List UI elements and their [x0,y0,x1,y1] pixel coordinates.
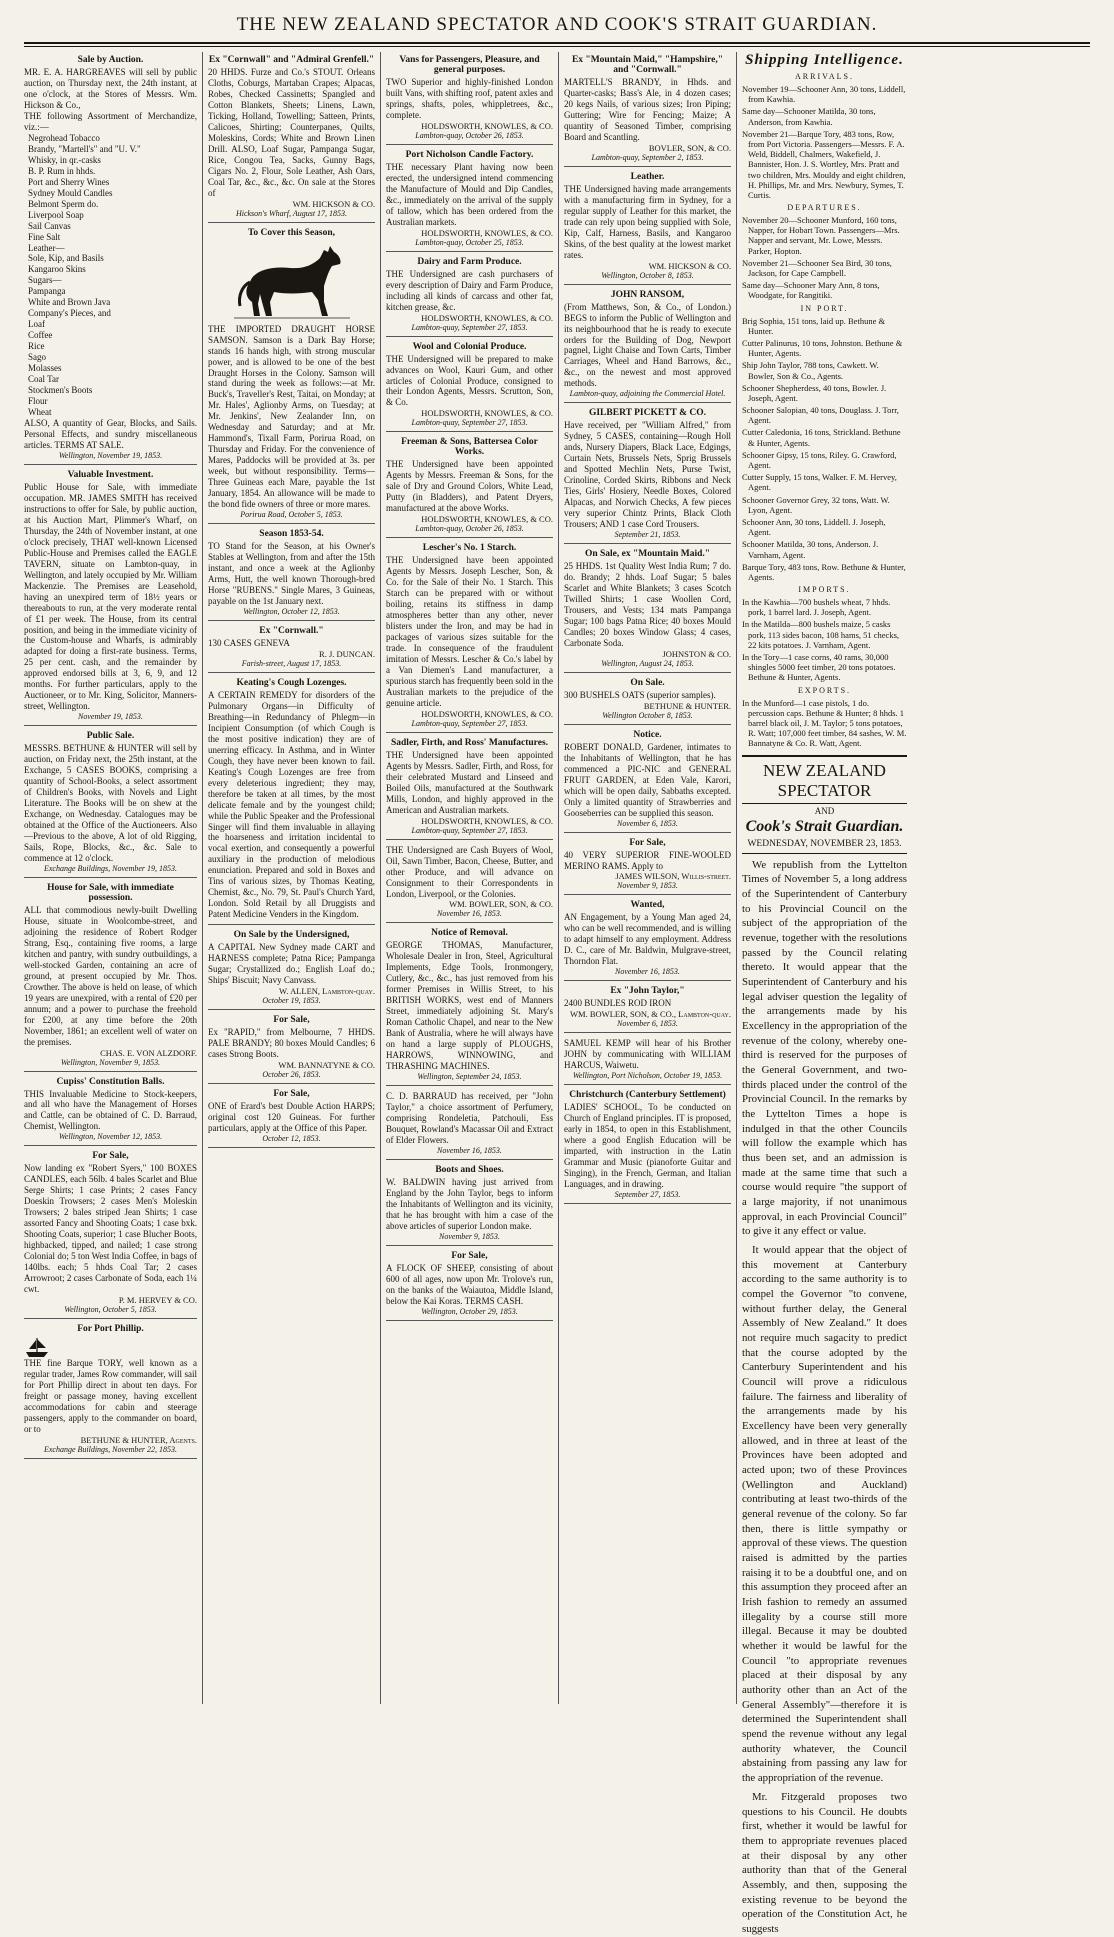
ad-title: Freeman & Sons, Battersea Color Works. [401,437,538,458]
ad-body: ROBERT DONALD, Gardener, intimates to the Inhabitants of Wellington, that he has commenced a PIC-NIC and GENERAL FRUIT GARDEN, at Eden Vale, Karori, which will be open daily, Sabbaths excepted. Only a limited quantity of Strawberries and Gooseberries can be supplied this season. [564,741,731,818]
editorial [742,858,907,1937]
ad-signature: HOLDSWORTH, KNOWLES, & CO. [421,120,553,131]
ad-body: THE Undersigned will be prepared to make advances on Wool, Kauri Gum, and other articles of Colonial Produce, consigned to their London Agents, Messrs. Scrutton, Son, & Co. [386,353,553,408]
arrivals-list [742,84,907,200]
advertisement [564,675,731,725]
ad-title: For Sale, [451,1250,488,1261]
ad-lead: THE following Assortment of Merchandize, viz.:— [24,110,197,132]
shipping-entry: November 21—Barque Tory, 483 tons, Row, from Port Victoria. Passengers—Messrs. F. A. Weld, Biddell, Chalmers, Wakefield, J. Bannister, Hon. J. S. Wortley, Mrs. Pratt and two children, Mrs. Mouldy and eight children, H. Phillips, Mr. and Mrs. Newbury, Symes, T. Curtis. [742,128,906,200]
ad-signature: BETHUNE & HUNTER, Agents. [80,1434,197,1445]
horse-illustration [232,242,352,320]
ad-body: Ex "RAPID," from Melbourne, 7 HHDS. PALE BRANDY; 80 boxes Mould Candles; 6 cases Strong Boots. [208,1027,375,1060]
list-item: Stockmen's Boots [28,385,93,396]
ad-signature: P. M. HERVEY & CO. [118,1295,197,1305]
advertisement [386,540,553,733]
advertisement [386,1162,553,1246]
ad-signature: BETHUNE & HUNTER. [643,700,731,711]
ad-date: Lambton-quay, October 26, 1853. [415,524,524,534]
list-item: Kangaroo Skins [28,264,86,275]
shipping-entry: Same day—Schooner Mary Ann, 8 tons, Woodgate, for Rangitiki. [742,280,880,301]
ad-date: October 12, 1853. [262,1133,321,1143]
list-item: Pampanga [28,286,66,297]
ad-title: Ex "Mountain Maid," "Hampshire," and "Cornwall." [571,55,724,75]
ad-title: GILBERT PICKETT & CO. [588,408,707,419]
ad-signature: WM. HICKSON & CO. [292,198,375,209]
list-item: Loaf [28,319,45,330]
list-item: Molasses [28,363,62,374]
paper-subtitle: Cook's Strait Guardian. [745,817,904,835]
ad-body: A CAPITAL New Sydney made CART and HARNESS complete; Patna Rice; Pampanga Sugar; Crystallized do.; English Loaf do.; Ships' Biscuit; Navy Canvass. [208,942,375,986]
ad-body: THIS Invaluable Medicine to Stock-keepers, and all who have the Management of Horses and Cattle, can be obtained of C. D. Barraud, Chemist, Wellington. [24,1088,197,1132]
advertisement [24,1148,197,1319]
ad-body: THE Undersigned have been appointed Agents by Messrs. Joseph Lescher, Son, & Co. for the Sale of their No. 1 Starch. This Starch can be prepared with or without boiling, retains its stiffness in damp atmospheres better than any other, never blisters under the Iron, and may be had in packages of various sizes suitable for the trade. In consequence of the fraudulent imitation of Messrs. Lescher & Co.'s label by a Van Diemen's Land manufacturer, a spurious starch has frequently been sold in the Australian markets to the prejudice of the genuine article. [386,555,553,708]
ship-icon [24,1336,50,1358]
ad-body: THE Undersigned have been appointed Agents by Messrs. Freeman & Sons, for the sale of Dry and Ground Colors, White Lead, Putty (in Bladders), and Patent Dryers, manufactured at the above Works. [386,459,553,514]
list-item: Negrohead Tobacco [28,132,100,143]
advertisement [208,1086,375,1148]
ad-title: To Cover this Season, [247,227,336,238]
ad-body: SAMUEL KEMP will hear of his Brother JOHN by communicating with WILLIAM HARCUS, Waiwetu. [564,1038,731,1071]
ad-title: Christchurch (Canterbury Settlement) [569,1090,726,1101]
ad-date: Wellington, November 12, 1853. [58,1132,163,1142]
column-4 [558,52,736,1704]
list-item: Sail Canvas [28,220,71,231]
list-item: Coal Tar [28,374,59,385]
advertisement [208,225,375,524]
exports-list [742,698,907,749]
ad-body: AN Engagement, by a Young Man aged 24, who can be well recommended, and is willing to adapt himself to any employment. Address D. C., care of Mr. Baldwin, Mulgrave-street, Thorndon Flat. [564,912,731,967]
ad-signature: WM. BOWLER, SON, & CO. [449,899,553,910]
ad-title: Lescher's No. 1 Starch. [422,543,517,554]
advertisement [24,1321,197,1459]
advertisement [386,1248,553,1321]
advertisement [386,925,553,1086]
ad-date: Wellington, October 12, 1853. [243,606,340,616]
list-item: Leather— [28,242,65,253]
list-item: Company's Pieces, and [28,308,111,319]
list-item: Wheat [28,407,52,418]
advertisement [564,52,731,167]
ad-date: Farish-street, August 17, 1853. [241,658,342,668]
advertisement [208,526,375,621]
list-item: Sago [28,352,46,363]
ad-body: (From Matthews, Son, & Co., of London.) BEGS to inform the Public of Wellington and its neighbourhood that he is ready to execute orders for the Building of Dog, Newport pagnel, Light Chaise and Town Carts, Timber Carriages, Wheel and Hand Barrows, &c., &c., on the newest and most approved methods. [564,301,731,389]
ad-signature: HOLDSWORTH, KNOWLES, & CO. [421,227,553,238]
paper-date: WEDNESDAY, NOVEMBER 23, 1853. [742,836,907,854]
ad-body: C. D. BARRAUD has received, per "John Taylor," a choice assortment of Perfumery, comprising Rondeletia, Patchouli, Ess Bouquet, Rowland's Macassar Oil and Extract of Elder Flowers. [386,1091,553,1145]
ad-date: Lambton-quay, September 27, 1853. [411,825,528,835]
shipping-entry: Cutter Palinurus, 10 tons, Johnston. Bethune & Hunter, Agents. [742,337,903,359]
shipping-entry: Cutter Supply, 15 tons, Walker. F. M. Hervey, Agent. [742,472,897,493]
advertisement [24,467,197,726]
ad-date: Wellington October 8, 1853. [602,710,693,720]
ad-body: Public House for Sale, with immediate occupation. MR. JAMES SMITH has received instructions to offer for Sale, by public auction, at his Auction Mart, Plimmer's Wharf, on Thursday, the 24th of November instant, at one o'clock precisely, THAT well-known Licensed Public-House and Premises called the EAGLE TAVERN, situate on Lambton-quay, in Wellington, and lately occupied by Mr. William Mackenzie. The Premises are Leasehold, having an unexpired term of 18½ years or thereabouts to run, at the very moderate rental of £1 per week. The House, from its central position, and being in the immediate vicinity of the Custom-house and Wharfs, is admirably adapted for doing a first-rate business. Terms, 25 per cent. cash, and the remainder by approved endorsed bills at 3, 6, 9, and 12 months. For further particulars, apply to the Auctioneer, or to Mr. King, Solicitor, Manners-street, Wellington. [24,481,197,712]
item-list [24,133,197,418]
ad-body: ALL that commodious newly-built Dwelling House, situate in Woolcombe-street, and adjoining the residence of Robert Rodger Strang, Esq., containing five rooms, a large kitchen and pantry, with sundry outbuildings, a well-stocked Garden, containing an acre of ground, at present occupied by Mr. Thos. Crowther. The above is held on lease, of which 19 years are unexpired, with a rental of £20 per annum; and a power to purchase the freehold for £200, at any time before the 20th November, 1861; an excellent well of water on the premises. [24,904,197,1047]
ad-date: Wellington, November 9, 1853. [60,1057,161,1067]
ad-title: Vans for Passengers, Pleasure, and general purposes. [399,55,540,75]
paper-title: NEW ZEALAND SPECTATOR [742,755,907,804]
ad-body: TO Stand for the Season, at his Owner's Stables at Wellington, from and after the 15th instant, and once a week at the Aglionby Arms, Hutt, the well known Thorough-bred Horse "RUBENS." Single Mares, 3 Guineas, payable on the 1st January next. [208,541,375,606]
ad-title: For Sale, [273,1089,310,1099]
ad-body: 40 VERY SUPERIOR FINE-WOOLED MERINO RAMS. Apply to [564,849,731,871]
ad-date: November 19, 1853. [78,712,143,722]
ad-title: Ex "Cornwall" and "Admiral Grenfell." [208,55,375,65]
column-1 [24,52,202,1704]
ad-signature: WM. BANNATYNE & CO. [278,1060,375,1070]
advertisement [208,927,375,1010]
shipping-entry: Barque Tory, 483 tons, Row. Bethune & Hunter, Agents. [742,561,906,582]
editorial-paragraph: It would appear that the object of this movement at Canterbury according to the same authority is to compel the Governor "to convene, without further delay, the General Assembly of New Zealand." It does not require much sagacity to predict that the course adopted by the Canterbury Superintendent and his Council will prove a ridiculous failure. The fairness and liberality of the arrangements made by his Excellency have been very generally allowed, and in three at least of the Provinces have been adopted and acted upon; two of these Provinces (Wellington and Auckland) contributing at least two-thirds of the general revenue of the colony. So far then, there is little sympathy or approval of these views. The question raised is admitted by the parties raising it to be a doubtful one, and on this assumption they proceed after an Irish fashion to remedy an assumed illegality by a course still more illegal. Because it may be doubted whether it would be lawful for the Council "to appropriate revenues placed at their disposal by any authority other than an Act of the General Assembly"—therefore it is determined the Superintendent shall spend the revenue without any legal authority whatever, the Council abstaining from passing any law for the appropriation of the revenue. [742,1243,907,1785]
list-item: Liverpool Soap [28,209,84,220]
advertisement [564,169,731,285]
ad-body: Have received, per "William Alfred," from Sydney, 5 CASES, containing—Rough Holl ands, Nursery Diapers, Black Lace, Edgings, Curtain Nets, Brussels Nets, Sprig Brussels and Spotted Mechlin Nets, Purse Twist, Crinoline, Corded Skirts, Ribbons and Neck Ties, Girls' Hosiery, Needle Boxes, Colored Alpacas, and Norwich Checks, A few pieces very superior Chintz Prints, Black Cloth Trousers; AND 1 case Cord Trousers. [564,420,731,530]
ad-date: November 16, 1853. [437,909,502,919]
ad-title: Ex "John Taylor," [610,986,685,997]
advertisement [24,52,197,465]
ad-title: Cupiss' Constitution Balls. [56,1076,165,1087]
ad-signature: W. ALLEN, Lambton-quay. [279,986,375,997]
ad-body: 2400 BUNDLES ROD IRON [564,998,672,1009]
ad-date: November 6, 1853. [617,818,678,828]
ad-body: A FLOCK OF SHEEP, consisting of about 600 of all ages, now upon Mr. Trolove's run, on the banks of the Waiautoa, Middle Island, below the Kai Koras. TERMS CASH. [386,1262,553,1306]
ad-signature: JOHNSTON & CO. [662,648,731,659]
ad-signature: HOLDSWORTH, KNOWLES, & CO. [421,815,553,826]
ad-body: THE Undersigned have been appointed Agents by Messrs. Sadler, Firth, and Ross, for their celebrated Mustard and Linseed and Boiled Oils, manufactured at the Southwark Mills, London, and highly approved in the American and Australian markets. [386,749,553,815]
ad-title: Wanted, [630,900,665,911]
arrivals-label: ARRIVALS. [795,72,854,81]
advertisement [24,1074,197,1147]
shipping-entry: Schooner Ann, 30 tons, Liddell. J. Joseph, Agent. [742,516,886,538]
shipping-entry: In the Matilda—800 bushels maize, 5 casks pork, 113 sides bacon, 108 hams, 51 checks, 22 kits potatoes. J. Varnham, Agent. [742,619,900,650]
shipping-entry: In the Kawhia—700 bushels wheat, 7 hhds. pork, 1 barrel lard. J. Joseph, Agent. [742,597,891,618]
ad-date: Wellington, August 24, 1853. [601,658,694,668]
ad-signature: HOLDSWORTH, KNOWLES, & CO. [421,514,553,525]
list-item: Brandy, "Martell's" and "U. V." [28,143,141,154]
inport-list [742,316,907,583]
ad-date: Wellington, Port Nicholson, October 19, 1853. [572,1071,723,1081]
advertisement [564,546,731,673]
ad-body: 300 BUSHELS OATS (superior samples). [564,689,716,700]
ad-signature: HOLDSWORTH, KNOWLES, & CO. [421,708,553,719]
ad-body: 20 HHDS. Furze and Co.'s STOUT. Orleans Cloths, Coburgs, Martaban Crapes; Alpacas, Robes, Checked Cassinetts; Spangled and Cotton Blankets, Sheets; Linens, Lawn, Ticking, Holland, Towelling; Satteen, Prints, Calicoes, Shirting; Counterpanes, Quilts, Moleskins, Cords; White and Brown Linen Drill. ALSO, Loaf Sugar, Pampanga Sugar, Rice, Congou Tea, Sacks, Gunny Bags, Cigars No. 2, Flour, Sole Leather, Ash Oars, Coal Tar, &c., &c., &c. On sale at the Stores of [208,67,375,198]
list-item: Belmont Sperm do. [28,198,99,209]
shipping-entry: November 21—Schooner Sea Bird, 30 tons, Jackson, for Cape Campbell. [742,257,892,278]
shipping-entry: November 19—Schooner Ann, 30 tons, Liddell, from Kawhia. [742,84,906,105]
shipping-entry: Ship John Taylor, 788 tons, Cawkett. W. Bowler, Son & Co., Agents. [742,360,879,381]
paper-and: AND [814,805,835,816]
advertisement [386,434,553,538]
ad-body: THE Undersigned having made arrangements with a manufacturing firm in Sydney, for a regular supply of Leather for this market, the trade can rely upon being supplied with Sole, Kip, Calf, Harness, Basils, and Kangaroo Skins, of the best quality at the lowest market rates. [564,183,731,260]
shipping-entry: Schooner Matilda, 30 tons, Anderson. J. Varnham, Agent. [742,539,879,560]
ad-date: November 9, 1853. [617,881,678,891]
masthead: THE NEW ZEALAND SPECTATOR AND COOK'S STRAIT GUARDIAN. [236,14,878,35]
ad-date: November 16, 1853. [615,967,680,977]
list-item: Sydney Mould Candles [28,187,113,198]
ad-title: Valuable Investment. [67,469,154,480]
shipping-entry: Same day—Schooner Matilda, 30 tons, Anderson, from Kawhia. [742,106,876,127]
ad-body: Now landing ex "Robert Syers," 100 BOXES CANDLES, each 56lb. 4 bales Scarlet and Blue Serge Shirts; 1 case Prints; 2 cases Fancy Doeskin Trowsers; 2 cases Men's Moleskin Trowsers; 2 bales striped Jean Shirts; 1 case assorted Fancy and Shooting Coats; 1 case bxk. Shooting Coats, superior; 1 case Blucher Boots, highbacked, tipped, and nailed; 1 case strong Colonial do; 5 ton West India Coffee, in bags of 140lbs. each; 5 hhds Coal Tar; 2 cases Arrowroot; 2 cases Carbonate of Soda, each 1¼ cwt. [24,1163,197,1295]
advertisement [564,835,731,896]
list-item: B. P. Rum in hhds. [28,165,96,176]
imports-label: IMPORTS. [798,585,851,595]
ad-date: November 16, 1853. [437,1145,502,1155]
advertisement [386,339,553,433]
ad-body: THE necessary Plant having now been erected, the undersigned intend commencing the Manufacture of Mould and Dip Candles, &c., immediately on the arrival of the supply of tallow, which has been ordered from the Australian markets. [386,161,553,227]
ad-signature: WM. BOWLER, SON, & CO., Lambton-quay. [570,1009,731,1020]
list-item: Port and Sherry Wines [28,176,110,187]
masthead-rule [24,42,1090,44]
advertisement [208,1012,375,1084]
ad-body: MR. E. A. HARGREAVES will sell by public auction, on Thursday next, the 24th instant, at one o'clock, at the Stores of Messrs. Wm. Hickson & Co., [24,67,197,110]
departures-list [742,215,907,301]
ad-date: Lambton-quay, September 2, 1853. [591,152,704,162]
shipping-entry: Cutter Caledonia, 16 tons, Strickland. Bethune & Hunter, Agents. [742,427,901,448]
ad-title: Sadler, Firth, and Ross' Manufactures. [390,737,549,748]
column-5 [736,52,912,1935]
departures-label: DEPARTURES. [787,203,862,213]
ad-title: On Sale, ex "Mountain Maid." [584,549,711,560]
ad-tail: ALSO, A quantity of Gear, Blocks, and Sails. Personal Effects, and sundry miscellaneous articles. TERMS AT SALE. [24,418,197,450]
ad-title: Wool and Colonial Produce. [412,341,527,352]
ad-body: 130 CASES GENEVA [208,637,290,648]
ad-title: Notice of Removal. [431,928,508,939]
advertisement [564,983,731,1033]
ad-body: THE IMPORTED DRAUGHT HORSE SAMSON. Samson is a Dark Bay Horse; stands 16 hands high, with strong muscular power, and is allowed to be one of the best Draught Horses in the Colony. Samson will stand during the week as follows:—at Mr. Buck's, Traveller's Rest, Taitai, on Monday; at Mr. Hales', Aglionby Arms, on Tuesday; at Mr. Jenkins', New Zealander Inn, on Wednesday and Saturday; and at Mr. Hammond's, Tixall Farm, Porirua Road, on Thursday and Friday. For the convenience of Mares, Paddocks will be provided at 3s. per week, but without responsibility. Terms—Three Guineas each Mare, payable the 1st January, 1854. An allowance will be made to the bond fide owners of three or more mares. [208,323,375,510]
ad-signature: HOLDSWORTH, KNOWLES, & CO. [421,312,553,323]
ad-signature: CHAS. E. VON ALZDORF. [100,1047,197,1058]
ad-title: Season 1853-54. [259,529,324,540]
columns [24,52,1090,1935]
ad-title: Leather. [630,171,665,182]
ad-date: Lambton-quay, October 26, 1853. [415,130,524,140]
advertisement [386,147,553,252]
ad-signature: BOVLER, SON, & CO. [648,142,731,153]
advertisement [386,254,553,337]
list-item: Flour [28,396,48,407]
shipping-entry: Brig Sophia, 151 tons, laid up. Bethune & Hunter. [742,315,886,336]
ad-date: October 19, 1853. [262,996,321,1006]
ad-body: LADIES' SCHOOL, To be conducted on Church of England principles. IT is proposed, early in 1854, to open in this Establishment, where a good English Education will be imparted, with instruction in the Latin Grammar and Music (pianoforte Guitar and Singing), in the French, German, and Italian Languages, and in drawing. [564,1102,731,1189]
advertisement [386,842,553,924]
advertisement [386,52,553,145]
advertisement [208,623,375,673]
column-2 [202,52,380,1704]
shipping-heading: Shipping Intelligence. [745,52,904,68]
ad-body: TWO Superior and highly-finished London built Vans, with shifting roof, patent axles and springs, shafts, poles, whippletrees, &c., complete. [386,77,553,120]
shipping-entry: November 20—Schooner Munford, 160 tons, Napper, for Hobart Town. Passengers—Mrs. Napper and servant, Mr. Lowe, Messrs. Parker, Hopton. [742,215,900,256]
ad-title: Ex "Cornwall." [259,625,324,636]
ad-date: September 21, 1853. [614,530,681,540]
shipping-entry: Schooner Gipsy, 15 tons, Riley. G. Crawford, Agent. [742,449,897,470]
list-item: White and Brown Java [28,297,111,308]
ad-title: Sale by Auction. [77,55,144,65]
ad-date: November 6, 1853. [617,1019,678,1029]
ad-signature: HOLDSWORTH, KNOWLES, & CO. [421,408,553,419]
editorial-paragraph: We republish from the Lyttelton Times of November 5, a long address of the Superintendent of Canterbury to his Provincial Council on the subject of the appropriation of the revenue, together with the resolutions passed by the Council relating thereto. It would appear that the Superintendent of Canterbury and his legal adviser question the legality of the arrangements made by his Excellency in the appropriation of the revenue of the colony, whereby one-third is reserved for the purposes of the General Government, and two-thirds placed under the control of the Provincial Council. In the remarks by the Lyttelton Times a hope is indulged in that the other Councils will follow the example which has thus been set, and an admission is made at the same time that such a course would require "the support of a large majority, if not unanimous approval, in each Provincial Council" to give it any effect or value. [742,858,907,1238]
exports-label: EXPORTS. [797,685,852,695]
ad-title: Dairy and Farm Produce. [417,256,522,267]
ad-date: Wellington, October 5, 1853. [64,1305,157,1314]
advertisement [24,880,197,1072]
shipping-entry: In the Munford—1 case pistols, 1 do. percussion caps. Bethune & Hunter; 8 hhds. 1 barrel black oil, J. M. Taylor; 5 tons potatoes, R. Watt; 107,000 feet timber, 84 sashes, W. M. Bannatyne & Co. R. Watt, Agent. [742,697,907,749]
ad-body: ONE of Erard's best Double Action HARPS; original cost 120 Guineas. For further particulars, apply at the Office of this Paper. [208,1101,375,1133]
ad-title: Keating's Cough Lozenges. [236,677,347,688]
list-item: Rice [28,341,45,352]
advertisement [564,897,731,981]
list-item: Sugars— [28,275,62,286]
masthead-rule-thin [24,46,1090,47]
advertisement [386,1088,553,1160]
ad-title: For Sale, [92,1151,129,1162]
ad-date: Wellington, October 8, 1853. [601,270,694,280]
ad-body: THE Undersigned are Cash Buyers of Wool, Oil, Sawn Timber, Bacon, Cheese, Butter, and other Produce, and will advance on Consignment to their Correspondents in London, Liverpool, or the Colonies. [386,844,553,899]
ad-date: Lambton-quay, adjoining the Commercial Hotel. [569,389,726,399]
ad-date: September 27, 1853. [614,1189,681,1199]
ad-body: A CERTAIN REMEDY for disorders of the Pulmonary Organs—in Difficulty of Breathing—in Redundancy of Phlegm—in Incipient Consumption (of which Cough is the most positive indication) they are of unerring efficacy. In Asthma, and in Winter Cough, they have never been known to fail. Keating's Cough Lozenges are free from every deleterious ingredient; they may, therefore be taken at all times, by the most delicate female and by the youngest child; while the Public Speaker and the Professional Singer will find them invaluable in allaying the hoarseness and irritation incidental to vocal exertion, and consequently a powerful auxiliary in the production of melodious enunciation. Prepared and sold in Boxes and Tins of various sizes, by Thomas Keating, Chemist, &c., No. 79, St. Paul's Church Yard, London. Sold Retail by all Druggists and Patent Medicine Venders in the Kingdom. [208,689,375,920]
ad-date: Wellington, September 24, 1853. [417,1072,522,1082]
advertisement [564,1035,731,1085]
ad-title: House for Sale, with immediate possession. [47,882,174,903]
ad-date: October 26, 1853. [262,1070,321,1079]
list-item: Sole, Kip, and Basils [28,253,104,264]
advertisement [564,287,731,404]
shipping-entry: Schooner Shepherdess, 40 tons, Bowler. J. Joseph, Agent. [742,382,887,403]
ad-signature: WM. HICKSON & CO. [648,260,731,271]
advertisement [208,675,375,925]
ad-title: Notice. [633,729,662,740]
ad-title: For Port Phillip. [77,1324,144,1334]
ad-title: JOHN RANSOM, [610,289,685,300]
ad-date: Lambton-quay, September 27, 1853. [411,718,528,728]
ad-body: 25 HHDS. 1st Quality West India Rum; 7 do. do. Brandy; 2 hhds. Loaf Sugar; 5 bales Scarlet and White Blankets; 3 cases Scotch Twilled Shirts; 1 case Woollen Cord, Trousers, and Vests; 134 mats Pampanga Sugar; 100 bags Patna Rice; 40 boxes Mould Candles; 20 boxes Window Glass; 4 cases, Carbonate Soda. [564,561,731,648]
ad-date: Porirua Road, October 5, 1853. [240,510,343,520]
ad-signature: JAMES WILSON, Willis-street. [615,871,731,882]
column-3 [380,52,558,1704]
list-item: Fine Salt [28,231,61,242]
advertisement [24,728,197,878]
ad-body: THE Undersigned are cash purchasers of every description of Dairy and Farm Produce, including all kinds of carcass and other fat, kitchen grease, &c. [386,268,553,312]
ad-body: THE fine Barque TORY, well known as a regular trader, James Row commander, will sail for Port Phillip direct in about ten days. For freight or passage money, having excellent accommodations for cabin and steerage passengers, apply to the commander on board, or to [24,1358,197,1434]
shipping-entry: In the Tory—1 case corns, 40 rams, 30,000 shingles 5000 feet timber, 20 tons potatoes. Bethune & Hunter, Agents. [742,652,896,683]
advertisement [564,727,731,833]
ad-date: Hickson's Wharf, August 17, 1853. [235,208,348,218]
ad-body: MESSRS. BETHUNE & HUNTER will sell by auction, on Friday next, the 25th instant, at the Exchange, 5 CASES BOOKS, comprising a quantity of School-Books, a select assortment of Children's Books, with Novels and Light Literature. The Books will be on shew at the Exchange, on Wednesday. Catalogues may be obtained at the Office of the Auctioneers. Also—Previous to the above, A lot of old Rigging, Sails, Rope, Blocks, &c., &c. Sale to commence at 12 o'clock. [24,743,197,863]
advertisement [208,52,375,223]
ad-date: November 9, 1853. [439,1231,500,1241]
ad-title: For Sale, [629,837,666,848]
ad-body: W. BALDWIN having just arrived from England by the John Taylor, begs to inform the Inhabitants of Wellington and its vicinity, that he has brought with him a case of the above articles of superior London make. [386,1176,553,1231]
shipping-entry: Schooner Governor Grey, 32 tons, Watt. W. Lyon, Agent. [742,494,890,515]
advertisement [564,1087,731,1204]
ad-signature: R. J. DUNCAN. [319,648,375,659]
imports-list [742,597,907,683]
ad-body: GEORGE THOMAS, Manufacturer, Wholesale Dealer in Iron, Steel, Agricultural Implements, Edge Tools, Ironmongery, Cutlery, &c., &c., has just removed from his former Premises in Willis Street, to his BRITISH WORKS, west end of Manners Street, immediately adjoining St. Mary's Roman Catholic Chapel, and near to the New Bank of Australia, where he will always have on hand a large supply of PLOUGHS, HARROWS, WINNOWING, and THRASHING MACHINES. [386,940,553,1072]
ad-date: Lambton-quay, September 27, 1853. [411,418,528,428]
inport-label: IN PORT. [800,303,849,313]
ad-date: Lambton-quay, September 27, 1853. [411,322,528,332]
advertisement [564,405,731,544]
ad-title: On Sale. [630,677,665,688]
ad-date: Exchange Buildings, November 19, 1853. [43,863,178,873]
ad-body: MARTELL'S BRANDY, in Hhds. and Quarter-casks; Bass's Ale, in 4 dozen cases; 20 kegs Nails, of various sizes; Iron Piping; Guttering; Wire for Fencing; Maize; A quantity of Seasoned Timber, comprising Board and Scantling. [564,77,731,142]
ad-title: Boots and Shoes. [435,1164,504,1175]
ad-title: For Sale, [273,1015,310,1026]
ad-title: Port Nicholson Candle Factory. [405,149,534,160]
ad-date: Wellington, November 19, 1853. [58,450,163,460]
shipping-entry: Schooner Salopian, 40 tons, Douglass. J. Torr, Agent. [742,405,899,426]
ad-title: On Sale by the Undersigned, [233,930,350,941]
list-item: Coffee [28,330,53,341]
ad-date: Lambton-quay, October 25, 1853. [415,237,524,247]
editorial-paragraph: Mr. Fitzgerald proposes two questions to his Council. He doubts first, whether it would be lawful for them to appropriate revenues placed at their disposal by any other authority than that of the General Assembly, and then, supposing the existing revenue to be beyond the operation of the Constitution Act, he suggests [742,1790,907,1935]
ad-date: Wellington, October 29, 1853. [421,1306,518,1316]
list-item: Whisky, in qr.-casks [28,154,101,165]
ad-title: Public Sale. [86,731,135,742]
ad-date: Exchange Buildings, November 22, 1853. [43,1444,178,1454]
advertisement [386,735,553,840]
